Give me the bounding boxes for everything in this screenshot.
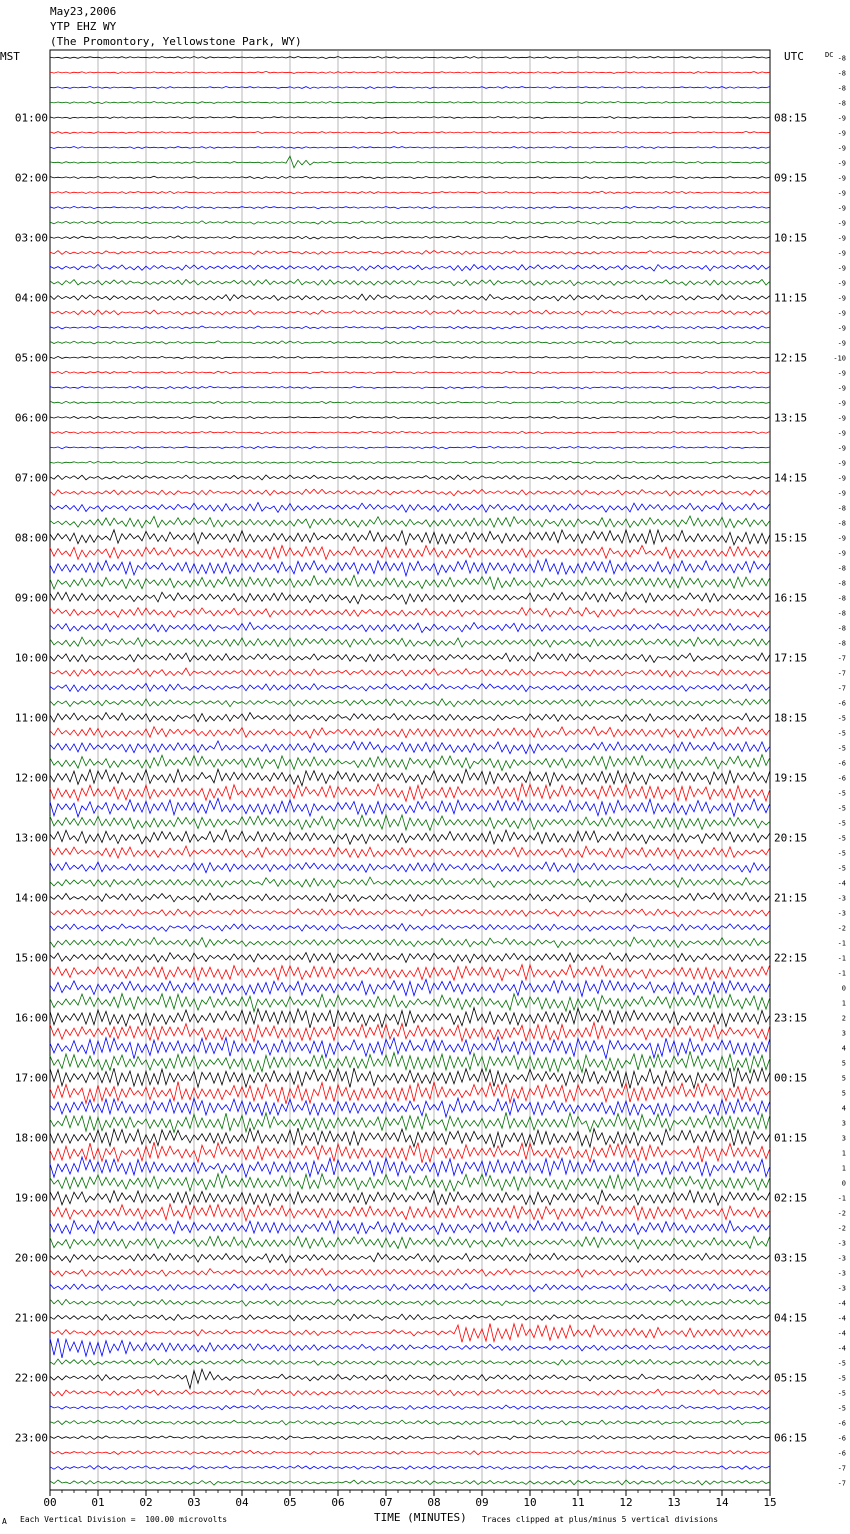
dc-offset-label: -9 (837, 159, 846, 168)
trace-row (50, 1190, 770, 1206)
x-tick-label: 10 (523, 1496, 537, 1509)
dc-offset-label: -3 (837, 1284, 846, 1293)
trace-row (50, 416, 770, 419)
x-tick-label: 08 (427, 1496, 441, 1509)
trace-row (50, 1221, 770, 1235)
dc-offset-label: -5 (837, 804, 846, 813)
x-tick-label: 15 (763, 1496, 777, 1509)
dc-offset-label: 3 (841, 1134, 846, 1143)
trace-row (50, 964, 770, 980)
trace-row (50, 251, 770, 255)
dc-offset-label: -9 (837, 234, 846, 243)
trace-row (50, 1389, 770, 1396)
trace-row (50, 652, 770, 662)
trace-row (50, 559, 770, 576)
dc-offset-label: -4 (837, 1299, 846, 1308)
mst-hour-label: 20:00 (14, 1251, 48, 1265)
trace-row (50, 1022, 770, 1041)
trace-row (50, 401, 770, 404)
dc-offset-label: -8 (837, 639, 846, 648)
trace-row (50, 846, 770, 859)
mst-hour-label: 04:00 (14, 291, 48, 305)
trace-row (50, 386, 770, 388)
dc-offset-label: -5 (837, 1374, 846, 1383)
trace-row (50, 1299, 770, 1306)
dc-offset-label: -4 (837, 1329, 846, 1338)
dc-offset-label: -8 (837, 99, 846, 108)
mst-hour-label: 22:00 (14, 1371, 48, 1385)
trace-row (50, 446, 770, 448)
trace-row (50, 1236, 770, 1249)
x-tick-label: 03 (187, 1496, 201, 1509)
trace-row (50, 431, 770, 434)
utc-hour-label: 00:15 (774, 1071, 808, 1085)
trace-row (50, 326, 770, 329)
dc-offset-label: -4 (837, 1344, 846, 1353)
dc-offset-label: -9 (837, 129, 846, 138)
header-date: May23,2006 (50, 5, 117, 18)
footer-scale-note: Each Vertical Division = 100.00 microvolts (20, 1515, 228, 1524)
dc-offset-label: 0 (841, 1179, 846, 1188)
trace-row (50, 608, 770, 618)
trace-row (50, 1420, 770, 1425)
trace-row (50, 994, 770, 1012)
dc-offset-label: -2 (837, 1209, 846, 1218)
dc-offset-label: -9 (837, 489, 846, 498)
trace-row (50, 575, 770, 589)
trace-row (50, 1253, 770, 1263)
x-axis-title: TIME (MINUTES) (374, 1511, 467, 1524)
trace-row (50, 699, 770, 707)
trace-row (50, 830, 770, 845)
dc-offset-label: -9 (837, 474, 846, 483)
dc-offset-label: -7 (837, 1464, 846, 1473)
trace-row (50, 622, 770, 632)
dc-offset-label: -9 (837, 339, 846, 348)
dc-offset-label: -5 (837, 864, 846, 873)
mst-hour-label: 06:00 (14, 411, 48, 425)
mst-hour-label: 07:00 (14, 471, 48, 485)
dc-offset-label: 5 (841, 1074, 846, 1083)
trace-row (50, 979, 770, 996)
dc-offset-label: -9 (837, 294, 846, 303)
trace-row (50, 475, 770, 480)
utc-hour-label: 03:15 (774, 1251, 808, 1265)
trace-row (50, 741, 770, 754)
trace-row (50, 1450, 770, 1454)
footer-small-mark: A (2, 1517, 7, 1526)
dc-offset-label: -7 (837, 1479, 846, 1488)
trace-row (50, 683, 770, 691)
dc-offset-label: -5 (837, 819, 846, 828)
mst-hour-label: 01:00 (14, 111, 48, 125)
dc-offset-label: -9 (837, 369, 846, 378)
trace-row (50, 877, 770, 887)
x-tick-label: 01 (91, 1496, 105, 1509)
trace-row (50, 502, 770, 512)
dc-offset-label: -2 (837, 924, 846, 933)
dc-offset-label: -7 (837, 669, 846, 678)
utc-hour-label: 11:15 (774, 291, 808, 305)
dc-offset-label: -5 (837, 1389, 846, 1398)
trace-row (50, 1324, 770, 1343)
dc-offset-label: -6 (837, 1434, 846, 1443)
trace-row (50, 1436, 770, 1440)
dc-offset-label: 4 (841, 1044, 846, 1053)
dc-offset-label: 0 (841, 984, 846, 993)
dc-offset-label: -9 (837, 264, 846, 273)
trace-row (50, 893, 770, 902)
x-tick-label: 00 (43, 1496, 57, 1509)
dc-offset-label: -9 (837, 249, 846, 258)
dc-offset-label: -9 (837, 459, 846, 468)
trace-row (50, 668, 770, 677)
trace-row (50, 530, 770, 545)
utc-hour-label: 15:15 (774, 531, 808, 545)
dc-offset-label: 5 (841, 1059, 846, 1068)
dc-offset-label: -9 (837, 114, 846, 123)
trace-row (50, 147, 770, 149)
trace-row (50, 516, 770, 528)
dc-offset-label: -5 (837, 1359, 846, 1368)
x-tick-label: 14 (715, 1496, 729, 1509)
mst-hour-label: 05:00 (14, 351, 48, 365)
trace-row (50, 461, 770, 463)
dc-offset-label: -9 (837, 309, 846, 318)
dc-offset-label: -9 (837, 279, 846, 288)
dc-offset-label: -8 (837, 84, 846, 93)
trace-row (50, 310, 770, 315)
utc-hour-label: 12:15 (774, 351, 808, 365)
dc-offset-label: -9 (837, 444, 846, 453)
dc-offset-label: -9 (837, 204, 846, 213)
utc-axis-label: UTC (784, 50, 804, 63)
trace-row (50, 1268, 770, 1277)
dc-offset-label: -6 (837, 699, 846, 708)
x-tick-label: 13 (667, 1496, 681, 1509)
utc-hour-label: 01:15 (774, 1131, 808, 1145)
trace-row (50, 1008, 770, 1028)
utc-hour-label: 17:15 (774, 651, 808, 665)
trace-row (50, 862, 770, 873)
trace-row (50, 102, 770, 104)
trace-row (50, 755, 770, 771)
trace-row (50, 1128, 770, 1147)
dc-offset-label: -10 (833, 354, 846, 363)
trace-row (50, 71, 770, 73)
utc-hour-label: 02:15 (774, 1191, 808, 1205)
trace-row (50, 727, 770, 739)
dc-offset-label: -1 (837, 1194, 846, 1203)
trace-row (50, 1284, 770, 1292)
dc-offset-label: -3 (837, 1239, 846, 1248)
trace-row (50, 131, 770, 133)
dc-offset-label: -8 (837, 624, 846, 633)
mst-hour-label: 16:00 (14, 1011, 48, 1025)
mst-hour-label: 11:00 (14, 711, 48, 725)
dc-offset-label: -8 (837, 609, 846, 618)
x-tick-label: 04 (235, 1496, 249, 1509)
dc-offset-label: -8 (837, 519, 846, 528)
trace-row (50, 815, 770, 830)
header-station: YTP EHZ WY (50, 20, 117, 33)
trace-row (50, 191, 770, 194)
dc-offset-label: -1 (837, 969, 846, 978)
dc-offset-label: -3 (837, 1254, 846, 1263)
trace-row (50, 1480, 770, 1485)
trace-row (50, 1359, 770, 1366)
trace-row (50, 156, 770, 168)
dc-offset-label: -6 (837, 759, 846, 768)
trace-row (50, 221, 770, 224)
dc-offset-label: -6 (837, 774, 846, 783)
trace-row (50, 294, 770, 301)
trace-row (50, 1405, 770, 1410)
dc-offset-label: 1 (841, 1164, 846, 1173)
dc-offset-label: -5 (837, 714, 846, 723)
dc-offset-label: -9 (837, 534, 846, 543)
dc-label: DC (825, 51, 834, 59)
dc-offset-label: -3 (837, 1269, 846, 1278)
dc-offset-label: 3 (841, 1119, 846, 1128)
dc-offset-label: 1 (841, 999, 846, 1008)
utc-hour-label: 05:15 (774, 1371, 808, 1385)
mst-axis-label: MST (0, 50, 20, 63)
utc-hour-label: 14:15 (774, 471, 808, 485)
trace-row (50, 637, 770, 647)
utc-hour-label: 21:15 (774, 891, 808, 905)
dc-offset-label: -9 (837, 384, 846, 393)
dc-offset-label: -5 (837, 849, 846, 858)
utc-hour-label: 22:15 (774, 951, 808, 965)
trace-row (50, 1369, 770, 1388)
dc-offset-label: -5 (837, 1404, 846, 1413)
utc-hour-label: 16:15 (774, 591, 808, 605)
dc-offset-label: 2 (841, 1014, 846, 1023)
dc-offset-label: -9 (837, 189, 846, 198)
dc-offset-label: -7 (837, 684, 846, 693)
dc-offset-label: -1 (837, 939, 846, 948)
mst-hour-label: 14:00 (14, 891, 48, 905)
trace-row (50, 206, 770, 208)
utc-hour-label: 06:15 (774, 1431, 808, 1445)
dc-offset-label: -4 (837, 1314, 846, 1323)
utc-hour-label: 23:15 (774, 1011, 808, 1025)
dc-offset-label: -9 (837, 549, 846, 558)
dc-offset-label: -9 (837, 144, 846, 153)
dc-offset-label: 1 (841, 1149, 846, 1158)
dc-offset-label: -6 (837, 1419, 846, 1428)
dc-offset-label: -8 (837, 564, 846, 573)
trace-row (50, 176, 770, 179)
trace-row (50, 236, 770, 239)
trace-row (50, 117, 770, 119)
trace-row (50, 769, 770, 786)
x-tick-label: 05 (283, 1496, 297, 1509)
trace-row (50, 341, 770, 344)
dc-offset-label: -6 (837, 1449, 846, 1458)
mst-hour-label: 02:00 (14, 171, 48, 185)
dc-offset-label: -5 (837, 744, 846, 753)
x-tick-label: 12 (619, 1496, 633, 1509)
dc-offset-label: -4 (837, 879, 846, 888)
trace-row (50, 489, 770, 496)
dc-offset-label: 4 (841, 1104, 846, 1113)
trace-row (50, 264, 770, 271)
x-tick-label: 02 (139, 1496, 153, 1509)
trace-row (50, 545, 770, 559)
trace-row (50, 909, 770, 917)
trace-row (50, 1314, 770, 1321)
dc-offset-label: -8 (837, 54, 846, 63)
trace-row (50, 953, 770, 963)
mst-hour-label: 18:00 (14, 1131, 48, 1145)
utc-hour-label: 04:15 (774, 1311, 808, 1325)
dc-offset-label: -5 (837, 789, 846, 798)
mst-hour-label: 09:00 (14, 591, 48, 605)
dc-offset-label: 3 (841, 1029, 846, 1038)
utc-hour-label: 10:15 (774, 231, 808, 245)
dc-offset-label: -9 (837, 429, 846, 438)
trace-row (50, 57, 770, 59)
footer-clip-note: Traces clipped at plus/minus 5 vertical divisions (482, 1515, 719, 1524)
dc-offset-label: -1 (837, 954, 846, 963)
dc-offset-label: 5 (841, 1089, 846, 1098)
dc-offset-label: -8 (837, 504, 846, 513)
trace-row (50, 1098, 770, 1117)
utc-hour-label: 19:15 (774, 771, 808, 785)
trace-row (50, 87, 770, 89)
mst-hour-label: 19:00 (14, 1191, 48, 1205)
utc-hour-label: 20:15 (774, 831, 808, 845)
mst-hour-label: 13:00 (14, 831, 48, 845)
trace-row (50, 1338, 770, 1358)
dc-offset-label: -3 (837, 894, 846, 903)
utc-hour-label: 08:15 (774, 111, 808, 125)
utc-hour-label: 09:15 (774, 171, 808, 185)
mst-hour-label: 03:00 (14, 231, 48, 245)
dc-offset-label: -3 (837, 909, 846, 918)
x-tick-label: 07 (379, 1496, 393, 1509)
trace-row (50, 1204, 770, 1221)
trace-row (50, 356, 770, 359)
trace-row (50, 784, 770, 802)
trace-row (50, 371, 770, 374)
dc-offset-label: -9 (837, 174, 846, 183)
dc-offset-label: -9 (837, 219, 846, 228)
trace-row (50, 713, 770, 722)
mst-hour-label: 15:00 (14, 951, 48, 965)
trace-row (50, 1466, 770, 1470)
mst-hour-label: 12:00 (14, 771, 48, 785)
dc-offset-label: -8 (837, 579, 846, 588)
mst-hour-label: 10:00 (14, 651, 48, 665)
utc-hour-label: 18:15 (774, 711, 808, 725)
x-tick-label: 09 (475, 1496, 489, 1509)
trace-row (50, 798, 770, 816)
dc-offset-label: -9 (837, 399, 846, 408)
dc-offset-label: -9 (837, 324, 846, 333)
dc-offset-label: -7 (837, 654, 846, 663)
dc-offset-label: -8 (837, 594, 846, 603)
mst-hour-label: 08:00 (14, 531, 48, 545)
header-location: (The Promontory, Yellowstone Park, WY) (50, 35, 302, 48)
dc-offset-label: -5 (837, 729, 846, 738)
trace-row (50, 1174, 770, 1191)
trace-row (50, 924, 770, 932)
trace-row (50, 937, 770, 947)
dc-offset-label: -8 (837, 69, 846, 78)
x-tick-label: 06 (331, 1496, 345, 1509)
utc-hour-label: 13:15 (774, 411, 808, 425)
trace-row (50, 1157, 770, 1177)
mst-hour-label: 21:00 (14, 1311, 48, 1325)
mst-hour-label: 23:00 (14, 1431, 48, 1445)
trace-row (50, 592, 770, 604)
x-tick-label: 11 (571, 1496, 585, 1509)
trace-row (50, 279, 770, 286)
mst-hour-label: 17:00 (14, 1071, 48, 1085)
dc-offset-label: -5 (837, 834, 846, 843)
dc-offset-label: -2 (837, 1224, 846, 1233)
dc-offset-label: -9 (837, 414, 846, 423)
